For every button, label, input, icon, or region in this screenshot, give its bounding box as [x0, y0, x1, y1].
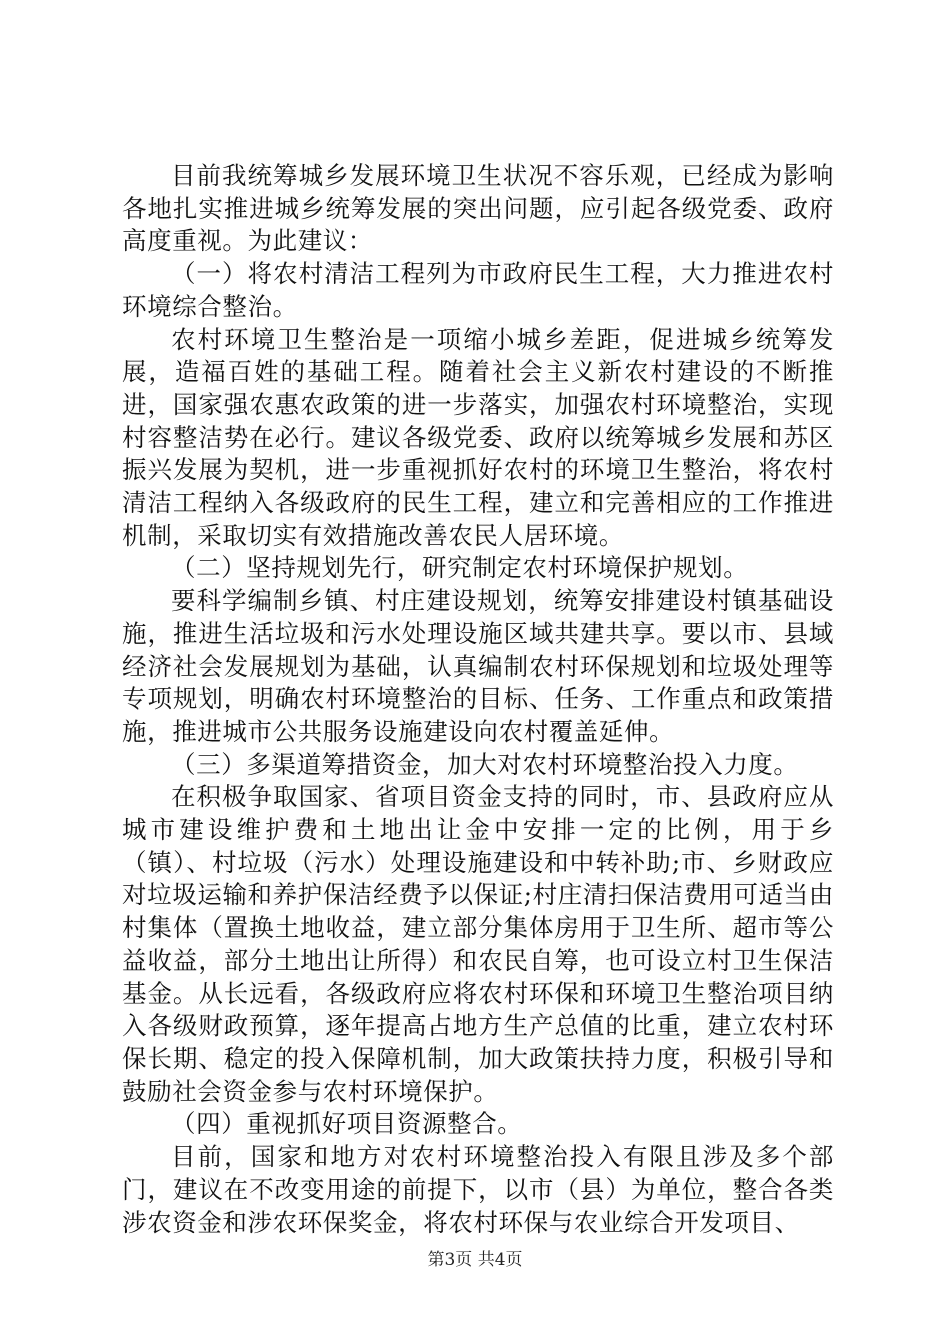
paragraph: 农村环境卫生整治是一项缩小城乡差距，促进城乡统筹发展，造福百姓的基础工程。随着社会主义新农村建设的不断推进，国家强农惠农政策的进一步落实，加强农村环境整治，实现村容整洁势在必行。建议各级党委、政府以统筹城乡发展和苏区振兴发展为契机，进一步重视抓好农村的环境卫生整治，将农村清洁工程纳入各级政府的民生工程，建立和完善相应的工作推进机制，采取切实有效措施改善农民人居环境。 — [122, 324, 834, 550]
section-heading: （三）多渠道筹措资金，加大对农村环境整治投入力度。 — [171, 749, 799, 779]
section-heading: （二）坚持规划先行，研究制定农村环境保护规划。 — [171, 553, 749, 583]
section-heading: （一）将农村清洁工程列为市政府民生工程，大力推进农村环境综合整治。 — [122, 259, 834, 321]
page-footer: 第3页 共4页 — [427, 1250, 523, 1270]
section-heading: （四）重视抓好项目资源整合。 — [171, 1109, 523, 1139]
paragraph: 目前我统筹城乡发展环境卫生状况不容乐观，已经成为影响各地扎实推进城乡统筹发展的突出问题，应引起各级党委、政府高度重视。为此建议： — [122, 161, 834, 256]
paragraph: 要科学编制乡镇、村庄建设规划，统筹安排建设村镇基础设施，推进生活垃圾和污水处理设施区域共建共享。要以市、县域经济社会发展规划为基础，认真编制农村环保规划和垃圾处理等专项规划，明确农村环境整治的目标、任务、工作重点和政策措施，推进城市公共服务设施建设向农村覆盖延伸。 — [122, 586, 834, 746]
document-body — [122, 160, 834, 1239]
paragraph: 目前，国家和地方对农村环境整治投入有限且涉及多个部门，建议在不改变用途的前提下，以市（县）为单位，整合各类涉农资金和涉农环保奖金，将农村环保与农业综合开发项目、 — [122, 1142, 834, 1237]
paragraph: 在积极争取国家、省项目资金支持的同时，市、县政府应从城市建设维护费和土地出让金中安排一定的比例，用于乡（镇）、村垃圾（污水）处理设施建设和中转补助;市、乡财政应对垃圾运输和养护保洁经费予以保证;村庄清扫保洁费用可适当由村集体（置换土地收益，建立部分集体房用于卫生所、超市等公益收益，部分土地出让所得）和农民自筹，也可设立村卫生保洁基金。从长远看，各级政府应将农村环保和环境卫生整治项目纳入各级财政预算，逐年提高占地方生产总值的比重，建立农村环保长期、稳定的投入保障机制，加大政策扶持力度，积极引导和鼓励社会资金参与农村环境保护。 — [122, 782, 834, 1106]
